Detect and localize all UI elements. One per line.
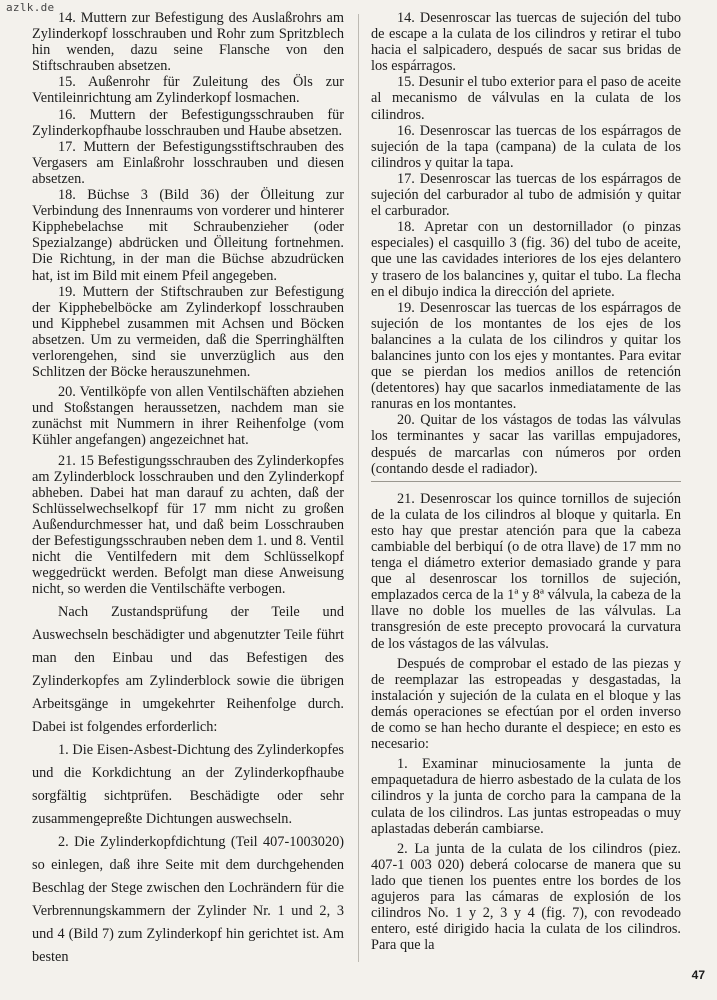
paragraph-de-15: 15. Außenrohr für Zuleitung des Öls zur Ventileinrichtung am Zylinderkopf losmachen. <box>32 74 344 107</box>
paragraph-de-reassembly: Nach Zustandsprüfung der Teile und Auswechseln beschädigter und abgenutzter Teile führt man den Einbau und das Befestigen des Zylinderkopfes am Zylinderblock sowie die übrigen Arbeitsgänge in umgekehrter Reihenfolge durch. Dabei ist folgendes erforderlich: <box>32 604 344 736</box>
paragraph-de-20: 20. Ventilköpfe von allen Ventilschäften abziehen und Stoßstangen heraussetzen, nachdem man sie zunächst mit Nummern in ihrer Reihenfolge (vom Kühler angefangen) angezeichnet hat. <box>32 384 344 449</box>
paragraph-de-18: 18. Büchse 3 (Bild 36) der Ölleitung zur Verbindung des Innenraums von vorderer und hinterer Kipphebelachse mit Schraubenzieher (oder Spezialzange) abdrücken und Ölleitung fortnehmen. Die Richtung, in der man die Büchse abzudrücken hat, ist im Bild mit einem Pfeil angegeben. <box>32 187 344 284</box>
paragraph-de-17: 17. Muttern der Befestigungsstiftschrauben des Vergasers am Einlaßrohr losschrauben und diesen absetzen. <box>32 138 344 187</box>
column-divider <box>358 14 359 962</box>
page-number: 47 <box>691 968 705 982</box>
paragraph-es-reassembly: Después de comprobar el estado de las piezas y de reemplazar las estropeadas y desgastadas, la instalación y sujeción de la culata en el bloque y las demás operaciones se efectúan por el orden inverso de como se han hecho durante el despiece; en esto es necesario: <box>371 655 681 753</box>
paragraph-es-20: 20. Quitar de los vástagos de todas las válvulas los terminantes y sacar las varillas empujadores, después de marcarlas con números por orden (contando desde el radiador). <box>371 412 681 477</box>
paragraph-es-step-1: 1. Examinar minuciosamente la junta de empaquetadura de hierro asbestado de la culata de los cilindros y la junta de corcho para la campana de la culata de los cilindros. Las juntas estropeadas o muy aplastadas deberán cambiarse. <box>371 756 681 837</box>
paragraph-es-15: 15. Desunir el tubo exterior para el paso de aceite al mecanismo de válvulas en la culata de los cilindros. <box>371 74 681 123</box>
paragraph-de-step-1: 1. Die Eisen-Asbest-Dichtung des Zylinderkopfes und die Korkdichtung an der Zylinderkopfhaube sorgfältig sichtprüfen. Beschädigte oder sehr zusammengepreßte Dichtungen auswechseln. <box>32 742 344 828</box>
paragraph-es-21: 21. Desenroscar los quince tornillos de sujeción de la culata de los cilindros al bloque y quitarla. En esto hay que prestar atención para que la cabeza cambiable del berbiquí (o de otra llave) de 17 mm no tenga el diámetro exterior demasiado grande y para que al desenroscar los tornillos de sujeción, emplazados cerca de la 1ª y 8ª válvula, la cabeza de la llave no doble los muelles de las válvulas. La transgresión de este precepto provocará la curvatura de los vástagos de las válvulas. <box>371 490 681 652</box>
section-rule <box>371 481 681 482</box>
paragraph-de-21: 21. 15 Befestigungsschrauben des Zylinderkopfes am Zylinderblock losschrauben und den Zylinderkopf abheben. Dabei hat man darauf zu achten, daß der Schlüsselwechselkopf für 17 mm nicht zu großen Außendurchmesser hat, und daß beim Losschrauben der Befestigungsschrauben neben dem 1. und 8. Ventil nicht die Ventilfedern mit dem Schlüsselkopf weggedrückt werden. Befolgt man diese Anweisung nicht, so werden die Ventilschäfte verbogen. <box>32 452 344 598</box>
paragraph-es-step-2: 2. La junta de la culata de los cilindros (piez. 407-1 003 020) deberá colocarse de manera que su lado que tienen los puentes entre los bordes de los agujeros para las cámaras de explosión de los cilindros No. 1 y 2, 3 y 4 (fig. 7), con revodeado entero, esté dirigido hacia la culata de los cilindros. Para que la <box>371 840 681 954</box>
paragraph-es-17: 17. Desenroscar las tuercas de los espárragos de sujeción del carburador al tubo de admisión y quitar el carburador. <box>371 170 681 220</box>
paragraph-de-14: 14. Muttern zur Befestigung des Auslaßrohrs am Zylinderkopf losschrauben und Rohr zum Spritzblech hin wenden, dazu seine Flansche von den Stiftschrauben absetzen. <box>32 10 344 75</box>
paragraph-es-18: 18. Apretar con un destornillador (o pinzas especiales) el casquillo 3 (fig. 36) del tubo de aceite, que une las cavidades interiores de los ejes delantero y trasero de los balancines y, quitar el tubo. La flecha en el dibujo indica la dirección del apriete. <box>371 219 681 300</box>
paragraph-de-16: 16. Muttern der Befestigungsschrauben für Zylinderkopfhaube losschrauben und Haube absetzen. <box>32 106 344 139</box>
paragraph-es-16: 16. Desenroscar las tuercas de los espárragos de sujeción de la tapa (campana) de la culata de los cilindros y quitar la tapa. <box>371 122 681 171</box>
paragraph-es-14: 14. Desenroscar las tuercas de sujeción del tubo de escape a la culata de los cilindros y retirar el tubo hacia el salpicadero, después de sacar sus bridas de los espárragos. <box>371 10 681 75</box>
german-text-column <box>32 10 344 969</box>
paragraph-de-step-2: 2. Die Zylinderkopfdichtung (Teil 407-1003020) so einlegen, daß ihre Seite mit dem durchgehenden Beschlag der Stege zwischen den Lochrändern für die Verbrennungskammern der Zylinder Nr. 1 und 2, 3 und 4 (Bild 7) zum Zylinderkopf hin gerichtet ist. Am besten <box>32 834 344 966</box>
watermark-text: azlk.de <box>6 1 55 14</box>
paragraph-es-19: 19. Desenroscar las tuercas de los espárragos de sujeción de los montantes de los ejes de los balancines a la culata de los cilindros y quitar los balancines junto con los ejes y montantes. Para evitar que se pierdan los medios anillos de retención (detentores) hay que sacarlos inmediatamente de las ranuras en los montantes. <box>371 299 681 413</box>
paragraph-de-19: 19. Muttern der Stiftschrauben zur Befestigung der Kipphebelböcke am Zylinderkopf losschrauben und Kipphebel zusammen mit Achsen und Böcken absetzen. Um zu vermeiden, daß die Sperringhälften verlorengehen, sind sie unverzüglich aus den Schlitzen der Böcke herauszunehmen. <box>32 283 344 381</box>
